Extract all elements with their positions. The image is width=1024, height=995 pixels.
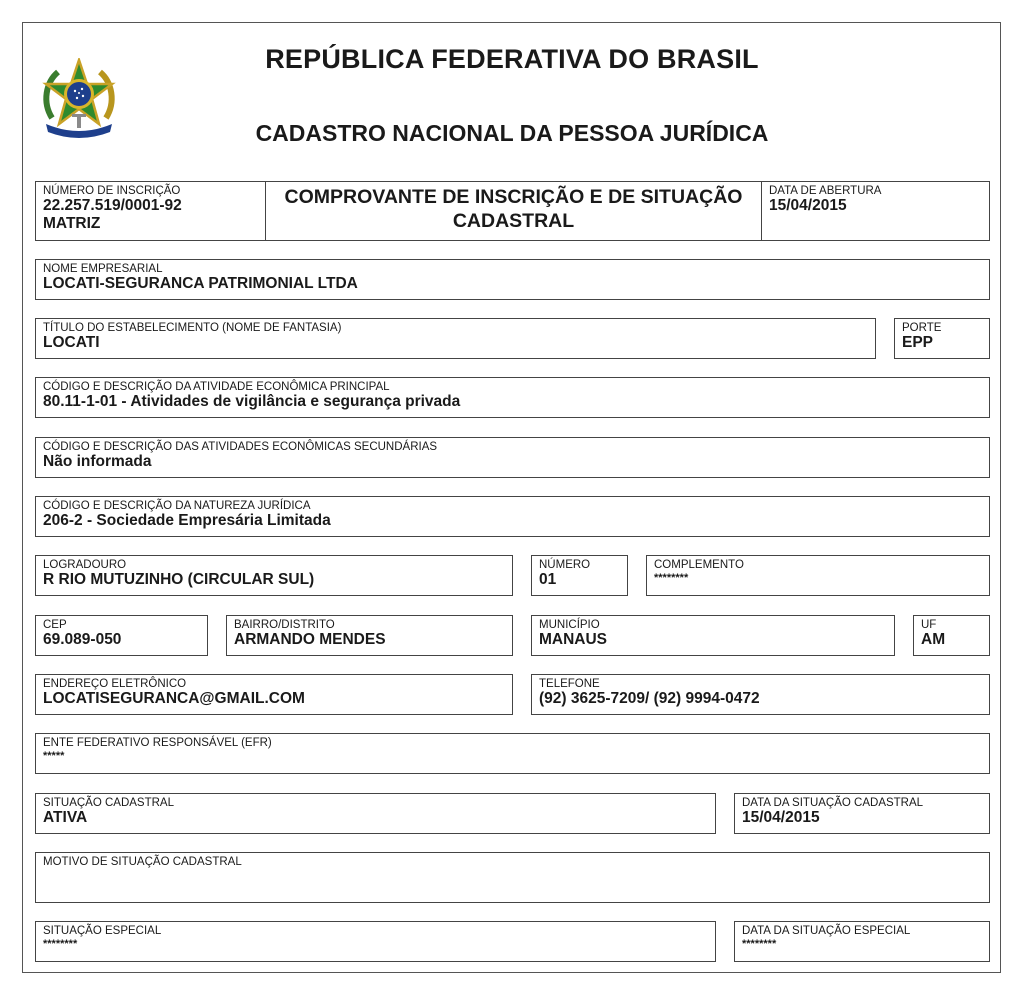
data-abertura-label: DATA DE ABERTURA: [769, 185, 882, 197]
situacao-especial-box: [35, 921, 716, 962]
logradouro-label: LOGRADOURO: [43, 559, 127, 571]
matriz-value: MATRIZ: [43, 215, 101, 232]
titulo-estabelecimento-value: LOCATI: [43, 334, 100, 351]
efr-label: ENTE FEDERATIVO RESPONSÁVEL (EFR): [43, 737, 272, 749]
numero-inscricao-label: NÚMERO DE INSCRIÇÃO: [43, 185, 181, 197]
atividade-principal-box: [35, 377, 990, 418]
porte-value: EPP: [902, 334, 934, 351]
titulo-estabelecimento-label: TÍTULO DO ESTABELECIMENTO (NOME DE FANTASIA): [43, 322, 342, 334]
municipio-value: MANAUS: [539, 631, 608, 648]
telefone-label: TELEFONE: [539, 678, 600, 690]
numero-inscricao-box: [35, 181, 266, 241]
numero-value: 01: [539, 571, 557, 588]
data-abertura-box: [761, 181, 990, 241]
municipio-box: [531, 615, 895, 656]
uf-label: UF: [921, 619, 937, 631]
numero-label: NÚMERO: [539, 559, 591, 571]
efr-value: *****: [43, 750, 65, 762]
uf-value: AM: [921, 631, 946, 648]
municipio-label: MUNICÍPIO: [539, 619, 600, 631]
page-title: REPÚBLICA FEDERATIVA DO BRASIL: [265, 44, 759, 74]
nome-empresarial-box: [35, 259, 990, 300]
motivo-situacao-box: [35, 852, 990, 903]
data-abertura-value: 15/04/2015: [769, 197, 847, 214]
cep-box: [35, 615, 208, 656]
data-situacao-cadastral-box: [734, 793, 990, 834]
numero-inscricao-value: 22.257.519/0001-92: [43, 197, 182, 214]
cep-label: CEP: [43, 619, 67, 631]
complemento-label: COMPLEMENTO: [654, 559, 744, 571]
data-situacao-especial-box: [734, 921, 990, 962]
data-situacao-especial-value: ********: [742, 938, 777, 950]
telefone-value: (92) 3625-7209/ (92) 9994-0472: [539, 690, 760, 707]
page-subtitle: CADASTRO NACIONAL DA PESSOA JURÍDICA: [255, 120, 769, 146]
efr-box: [35, 733, 990, 774]
situacao-especial-label: SITUAÇÃO ESPECIAL: [43, 925, 162, 937]
data-situacao-cadastral-label: DATA DA SITUAÇÃO CADASTRAL: [742, 797, 924, 809]
atividade-principal-label: CÓDIGO E DESCRIÇÃO DA ATIVIDADE ECONÔMICA PRINCIPAL: [43, 381, 390, 393]
complemento-box: [646, 555, 990, 596]
nome-empresarial-value: LOCATI-SEGURANCA PATRIMONIAL LTDA: [43, 275, 358, 292]
porte-box: [894, 318, 990, 359]
situacao-cadastral-box: [35, 793, 716, 834]
situacao-cadastral-value: ATIVA: [43, 809, 88, 826]
bairro-label: BAIRRO/DISTRITO: [234, 619, 335, 631]
numero-box: [531, 555, 628, 596]
situacao-especial-value: ********: [43, 938, 78, 950]
data-situacao-especial-label: DATA DA SITUAÇÃO ESPECIAL: [742, 925, 911, 937]
atividades-secundarias-label: CÓDIGO E DESCRIÇÃO DAS ATIVIDADES ECONÔMICAS SECUNDÁRIAS: [43, 441, 438, 453]
logradouro-box: [35, 555, 513, 596]
atividades-secundarias-box: [35, 437, 990, 478]
email-box: [35, 674, 513, 715]
bairro-box: [226, 615, 513, 656]
email-label: ENDEREÇO ELETRÔNICO: [43, 678, 187, 690]
uf-box: [913, 615, 990, 656]
nome-empresarial-label: NOME EMPRESARIAL: [43, 263, 163, 275]
motivo-situacao-label: MOTIVO DE SITUAÇÃO CADASTRAL: [43, 856, 242, 868]
atividades-secundarias-value: Não informada: [43, 453, 152, 470]
natureza-juridica-value: 206-2 - Sociedade Empresária Limitada: [43, 512, 331, 529]
email-value: LOCATISEGURANCA@GMAIL.COM: [43, 690, 305, 707]
natureza-juridica-box: [35, 496, 990, 537]
atividade-principal-value: 80.11-1-01 - Atividades de vigilância e segurança privada: [43, 393, 461, 410]
natureza-juridica-label: CÓDIGO E DESCRIÇÃO DA NATUREZA JURÍDICA: [43, 500, 311, 512]
document-title-line1: COMPROVANTE DE INSCRIÇÃO E DE SITUAÇÃO: [284, 186, 743, 208]
bairro-value: ARMANDO MENDES: [234, 631, 386, 648]
complemento-value: ********: [654, 572, 689, 584]
situacao-cadastral-label: SITUAÇÃO CADASTRAL: [43, 797, 174, 809]
document-title-box: [265, 181, 762, 241]
telefone-box: [531, 674, 990, 715]
data-situacao-cadastral-value: 15/04/2015: [742, 809, 820, 826]
titulo-estabelecimento-box: [35, 318, 876, 359]
porte-label: PORTE: [902, 322, 942, 334]
cep-value: 69.089-050: [43, 631, 122, 648]
document-title-line2: CADASTRAL: [452, 210, 575, 232]
logradouro-value: R RIO MUTUZINHO (CIRCULAR SUL): [43, 571, 315, 588]
